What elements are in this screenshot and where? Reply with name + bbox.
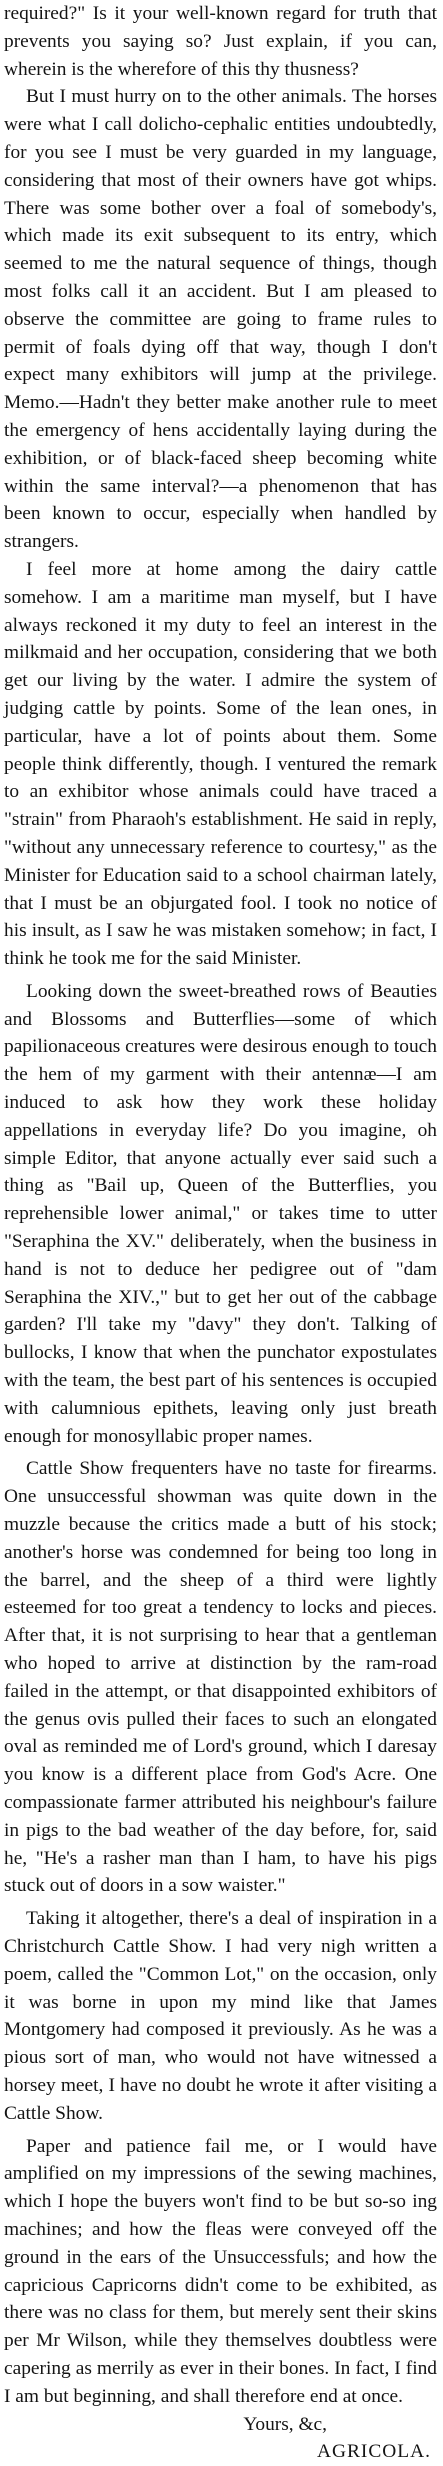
closing-line: Yours, &c,: [243, 2413, 327, 2435]
signature: AGRICOLA.: [316, 2441, 431, 2463]
letter-signoff: [4, 2411, 437, 2466]
letter-paragraph-5: Cattle Show frequenters have no taste for firearms. One unsuccessful showman was quite down in the muzzle because the critics made a butt of his stock; another's horse was condemned for being too long in the barrel, and the sheep of a third were lightly esteemed for too great a tendency to locks and pieces. After that, it is not surprising to hear that a gentleman who hoped to arrive at distinction by the ram-road failed in the attempt, or that disappointed exhibitors of the genus ovis pulled their faces to such an elongated oval as reminded me of Lord's ground, which I daresay you know is a different place from God's Acre. One compassionate farmer attributed his neighbour's failure in pigs to the bad weather of the day before, for, said he, "He's a rasher man than I ham, to have his pigs stuck out of doors in a sow waister.": [4, 1458, 437, 1897]
letter-paragraph-2: But I must hurry on to the other animals. The horses were what I call dolicho-cephalic entities undoubtedly, for you see I must be very guarded in my language, considering that most of their owners have got whips. There was some bother over a foal of somebody's, which made its exit subsequent to its entry, which seemed to me the natural sequence of things, though most folks call it an accident. But I am pleased to observe the committee are going to frame rules to permit of foals dying off that way, though I don't expect many exhibitors will jump at the privilege. Memo.—Hadn't they better make another rule to meet the emergency of hens accidentally laying during the exhibition, or of black-faced sheep becoming white within the same interval?—a phenomenon that has been known to occur, especially when handled by strangers.: [4, 86, 437, 553]
letter-paragraph-3: I feel more at home among the dairy cattle somehow. I am a maritime man myself, but I have always reckoned it my duty to feel an interest in the milkmaid and her occupation, considering that we both get our living by the water. I admire the system of judging cattle by points. Some of the lean ones, in particular, have a lot of points about them. Some people think differently, though. I ventured the remark to an exhibitor whose animals could have traced a "strain" from Pharaoh's establishment. He said in reply, "without any unnecessary reference to courtesy," as the Minister for Education said to a school chairman lately, that I must be an objurgated fool. I took no notice of his insult, as I saw he was mistaken somehow; in fact, I think he took me for the said Minister.: [4, 558, 437, 970]
letter-paragraph-4: Looking down the sweet-breathed rows of Beauties and Blossoms and Butterflies—some of which papilionaceous creatures were desirous enough to touch the hem of my garment with their antennæ—I am induced to ask how they work these holiday appellations in everyday life? Do you imagine, oh simple Editor, that anyone actually ever said such a thing as "Bail up, Queen of the Butterflies, you reprehensible lower animal," or takes time to utter "Seraphina the XV." deliberately, when the business in hand is not to deduce her pedigree out of "dam Seraphina the XIV.," but to get her out of the cabbage garden? I'll take my "davy" they don't. Talking of bullocks, I know that when the punchator expostulates with the team, the best part of his sentences is occupied with calumnious epithets, leaving only just breath enough for monosyllabic proper names.: [4, 980, 437, 1447]
letter-paragraph-1: required?" Is it your well-known regard for truth that prevents you saying so? Just explain, if you can, wherein is the wherefore of this thy thusness?: [4, 3, 437, 80]
letter-paragraph-6: Taking it altogether, there's a deal of inspiration in a Christchurch Cattle Show. I had very nigh written a poem, called the "Common Lot," on the occasion, only it was borne in upon my mind like that James Montgomery had composed it previously. As he was a pious sort of man, who would not have witnessed a horsey meet, I have no doubt he wrote it after visiting a Cattle Show.: [4, 1908, 437, 2124]
letter-paragraph-7: Paper and patience fail me, or I would have amplified on my impressions of the sewing machines, which I hope the buyers won't find to be but so-so ing machines; and how the fleas were conveyed off the ground in the ears of the Unsuccessfuls; and how the capricious Capricorns didn't come to be exhibited, as there was no class for them, but merely sent their skins per Mr Wilson, while they themselves doubtless were capering as merrily as ever in their bones. In fact, I find I am but beginning, and shall therefore end at once.: [4, 2135, 437, 2407]
